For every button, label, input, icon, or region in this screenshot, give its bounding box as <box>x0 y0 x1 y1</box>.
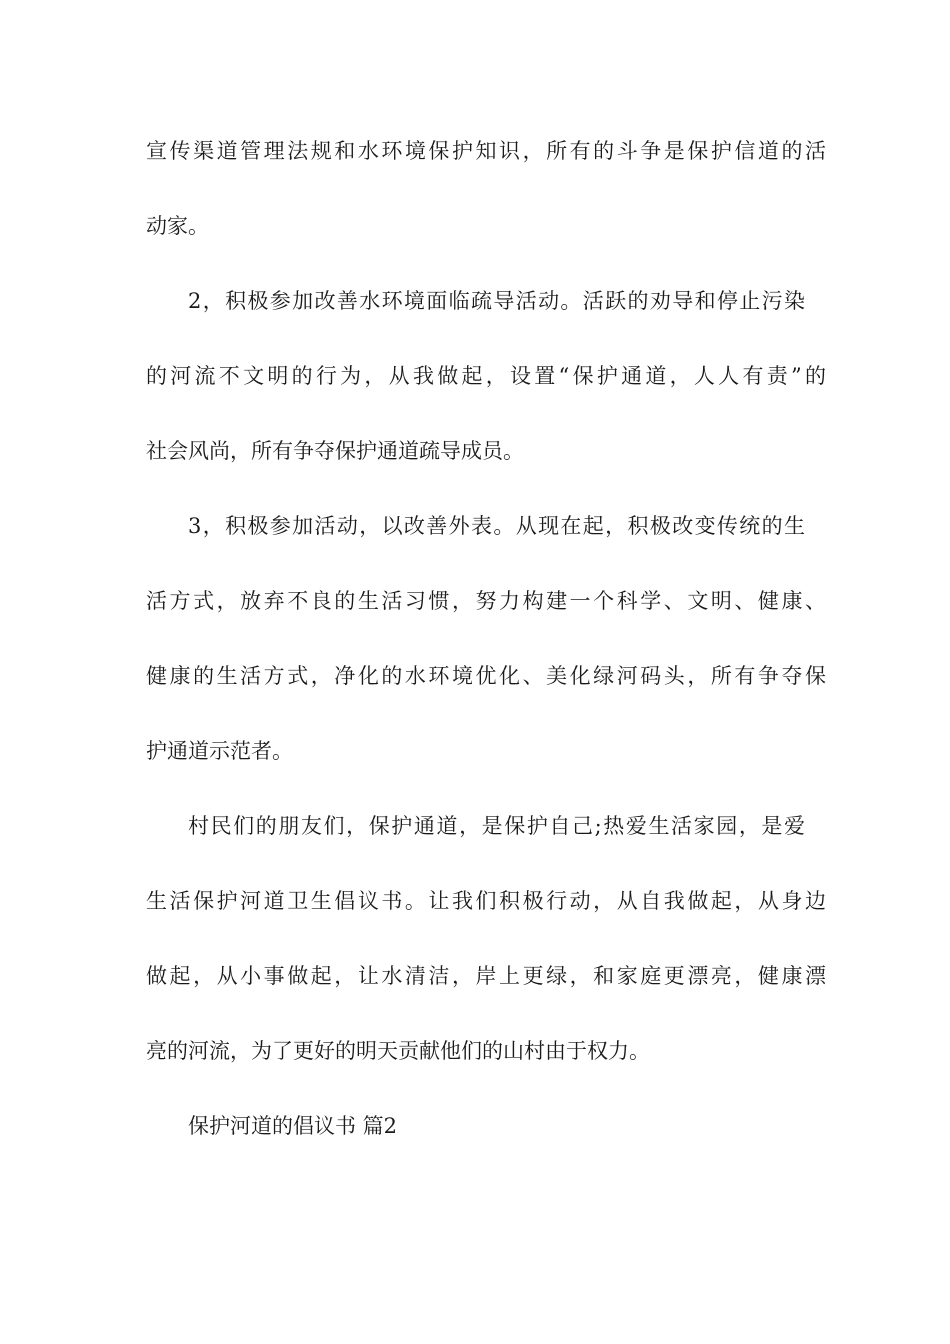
text-line: 健康的生活方式，净化的水环境优化、美化绿河码头，所有争夺保 <box>146 664 826 688</box>
text-line: 动家。 <box>146 214 209 238</box>
text-line: 社会风尚，所有争夺保护通道疏导成员。 <box>146 439 524 463</box>
text-line: 做起，从小事做起，让水清洁，岸上更绿，和家庭更漂亮，健康漂 <box>146 964 826 988</box>
text-line: 的河流不文明的行为，从我做起，设置“保护通道，人人有责”的 <box>146 364 826 388</box>
text-line: 亮的河流，为了更好的明天贡献他们的山村由于权力。 <box>146 1039 650 1063</box>
text-line: 宣传渠道管理法规和水环境保护知识，所有的斗争是保护信道的活 <box>146 139 826 163</box>
text-line: 村民们的朋友们，保护通道，是保护自己;热爱生活家园，是爱 <box>188 814 805 838</box>
section-heading: 保护河道的倡议书 篇2 <box>188 1114 398 1138</box>
text-line: 活方式，放弃不良的生活习惯，努力构建一个科学、文明、健康、 <box>146 589 826 613</box>
text-line: 护通道示范者。 <box>146 739 293 763</box>
text-line: 生活保护河道卫生倡议书。让我们积极行动，从自我做起，从身边 <box>146 889 826 913</box>
text-line: 2，积极参加改善水环境面临疏导活动。活跃的劝导和停止污染 <box>188 289 805 313</box>
text-line: 3，积极参加活动，以改善外表。从现在起，积极改变传统的生 <box>188 514 805 538</box>
